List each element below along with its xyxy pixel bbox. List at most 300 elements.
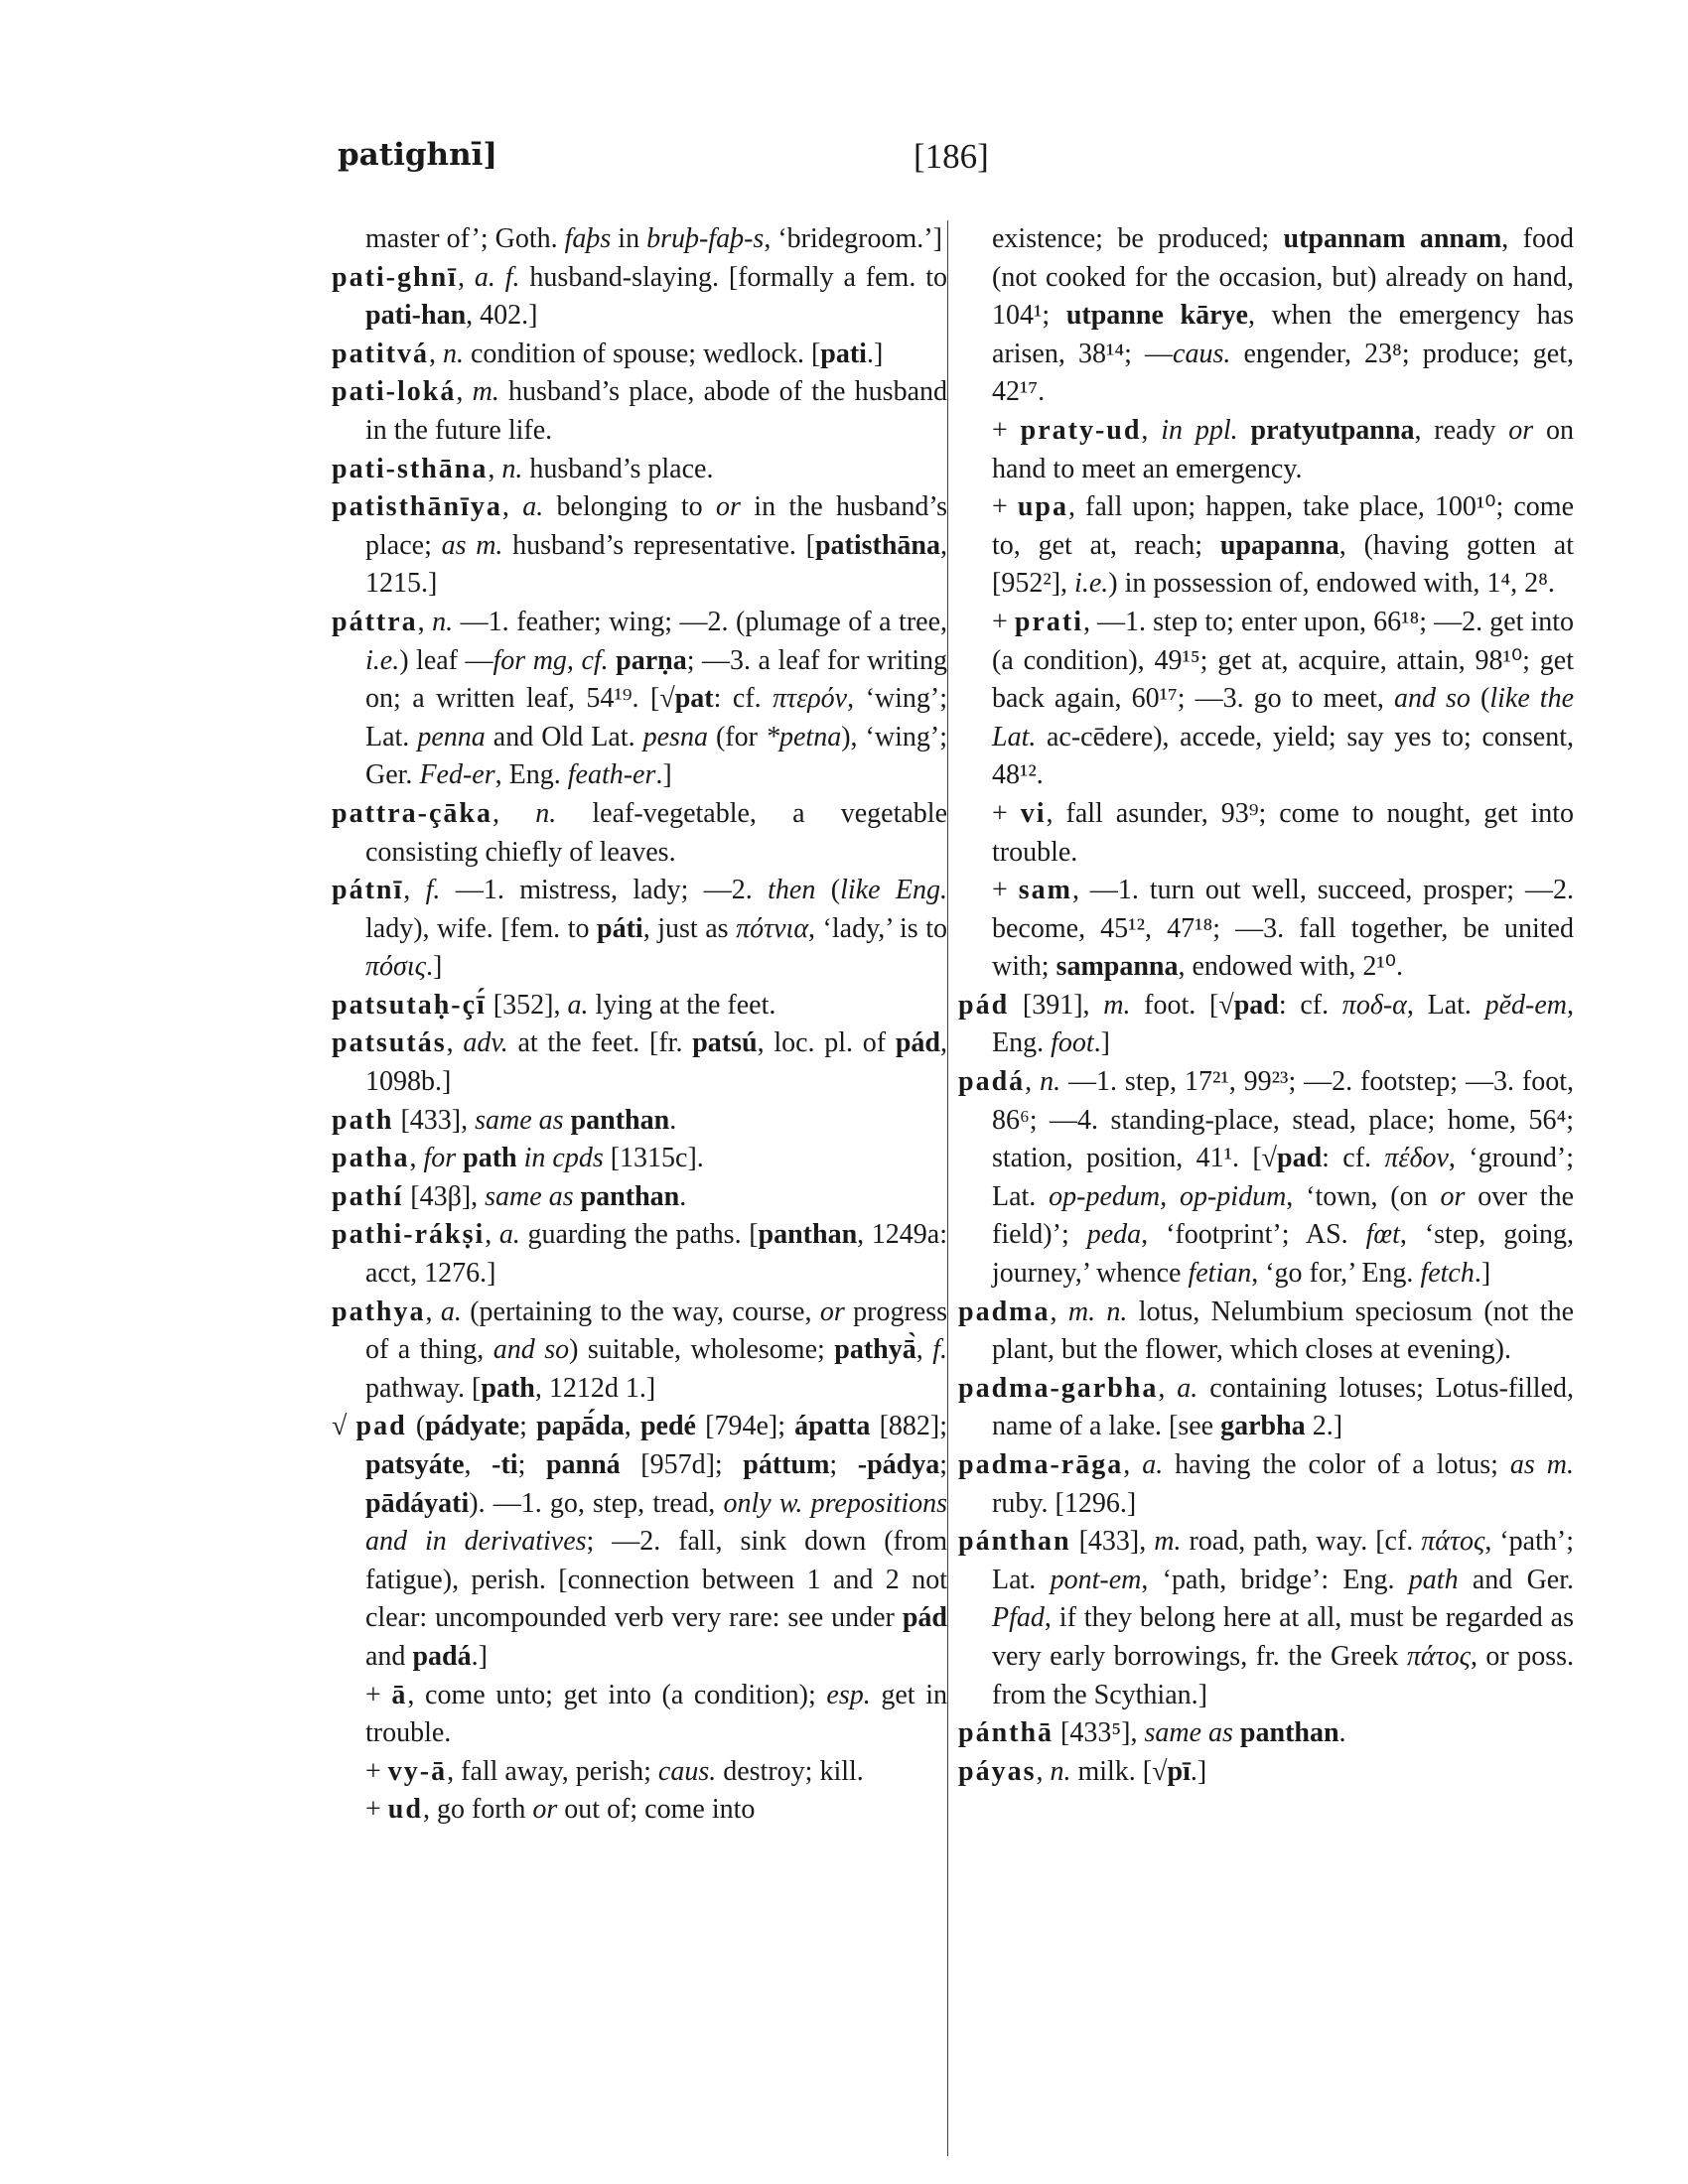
entry-text: , just as (642, 912, 737, 944)
entry-text: [433], (1070, 1526, 1155, 1558)
entry-text: (pertaining to the way, course, (461, 1296, 820, 1327)
entry-text: ( (815, 875, 841, 906)
entry-text: , (492, 797, 536, 829)
entry-continuation (958, 220, 1574, 412)
entry-text: f. (425, 875, 441, 906)
entry-text: out of; come into (557, 1794, 756, 1826)
entry-text: m. (472, 376, 499, 408)
dictionary-entry (332, 336, 947, 374)
entry-text: , (457, 261, 475, 293)
entry-text: m. (1154, 1526, 1182, 1558)
entry-text: ) leaf — (399, 644, 493, 676)
entry-text: i.e. (1074, 568, 1109, 600)
entry-text: condition of spouse; wedlock. [ (464, 338, 821, 369)
entry-text: ( (406, 1411, 426, 1442)
dictionary-entry (332, 1140, 947, 1178)
entry-text: a. (1142, 1449, 1164, 1480)
entry-text: . (669, 1104, 677, 1136)
entry-text: , ready (1414, 414, 1509, 446)
entry-text: . (1338, 1717, 1346, 1749)
dictionary-entry (332, 604, 947, 795)
entry-text: fetian (1188, 1258, 1252, 1290)
entry-headword: pathya (332, 1296, 426, 1327)
entry-text: ; —2. fall, sink down (from fatigue), perish. [connection between 1 and 2 not clear: uncompounded verb very rare: see under (365, 1526, 947, 1634)
dictionary-entry (332, 1216, 947, 1293)
entry-text: , (1050, 1296, 1068, 1327)
entry-text: pad (1233, 989, 1279, 1021)
entry-text: a. (1177, 1372, 1198, 1404)
entry-text: .] (655, 759, 672, 791)
entry-text: , (456, 376, 473, 408)
entry-text: ruby. [1296.] (992, 1487, 1137, 1519)
entry-text: milk. [√ (1070, 1755, 1168, 1787)
entry-text: [43β], (403, 1180, 486, 1212)
entry-text: : cf. (1278, 989, 1342, 1021)
entry-text: panná (545, 1449, 621, 1480)
entry-text: patsú (692, 1027, 758, 1059)
page-number: [186] (914, 137, 989, 176)
entry-text: , fall away, perish; (447, 1755, 658, 1787)
entry-text: road, path, way. [cf. (1181, 1526, 1422, 1558)
entry-text: [391], (1009, 989, 1104, 1021)
entry-text: like Eng. (840, 875, 947, 906)
entry-headword: pád (958, 989, 1010, 1021)
entry-text: having the color of a lotus; (1163, 1449, 1510, 1480)
entry-text: , ‘ground’; Lat. (992, 1143, 1574, 1212)
dictionary-entry (332, 1408, 947, 1676)
entry-text: , (464, 1449, 492, 1480)
entry-headword: pati-sthāna (332, 453, 489, 484)
entry-text: , 1212d 1.] (534, 1372, 656, 1404)
entry-headword: pánthā (958, 1717, 1055, 1749)
entry-text: a. (522, 491, 544, 523)
entry-text (517, 1143, 524, 1173)
entry-headword: páttra (332, 606, 418, 637)
entry-text: for (423, 1143, 457, 1174)
entry-text: progress of a thing, (365, 1296, 948, 1366)
entry-text: + (992, 797, 1021, 829)
entry-text: , (488, 453, 502, 484)
entry-text: pad (1277, 1143, 1323, 1174)
entry-text: lady), wife. [fem. to (365, 912, 598, 944)
entry-text: pathway. [ (365, 1372, 482, 1404)
entry-text (1233, 1717, 1240, 1748)
entry-text: in the husband’s place; (365, 491, 947, 561)
entry-text: , ‘path, bridge’: Eng. (1141, 1564, 1409, 1595)
entry-text: a. (440, 1296, 462, 1327)
dictionary-entry (332, 872, 947, 987)
entry-text: , ‘town, (on (1286, 1180, 1441, 1212)
entry-text: panthan (758, 1219, 858, 1251)
dictionary-entry (958, 987, 1574, 1063)
entry-text: , (624, 1411, 640, 1442)
entry-text: .] (866, 338, 884, 369)
entry-text: , 1215.] (365, 529, 947, 600)
entry-text (564, 1105, 571, 1136)
entry-text: , (1036, 1755, 1051, 1787)
entry-headword: padá (958, 1066, 1026, 1098)
dictionary-entry (332, 451, 947, 489)
entry-text: n. (1040, 1066, 1061, 1098)
entry-text: , Eng. (992, 989, 1575, 1059)
entry-text: .] (425, 951, 443, 983)
entry-headword: upa (1017, 491, 1068, 523)
entry-text: and Old Lat. (485, 721, 643, 752)
entry-text: páti (597, 912, 643, 944)
entry-text: -pádya (857, 1449, 940, 1480)
entry-text: ). —1. go, step, tread, (469, 1487, 724, 1519)
entry-headword: vy-ā (387, 1755, 448, 1787)
entry-headword: patha (332, 1143, 410, 1174)
entry-text: containing lotuses; Lotus-filled, name of a lake. [see (992, 1372, 1574, 1442)
entry-text: , (1141, 414, 1162, 446)
entry-text: and so (1393, 683, 1471, 715)
entry-text: or (1508, 414, 1534, 446)
sub-entry (958, 412, 1574, 488)
entry-text: , ‘footprint’; AS. (1141, 1219, 1366, 1251)
entry-text: and so (492, 1334, 570, 1366)
entry-text: ) in possession of, endowed with, 1⁴, 2⁸. (1108, 568, 1555, 600)
entry-text: ; (829, 1449, 858, 1480)
entry-text: , 402.] (466, 300, 538, 332)
entry-text: [882]; (870, 1411, 947, 1442)
entry-text: engender, 23⁸; produce; get, 42¹⁷. (992, 338, 1574, 408)
entry-text: leaf-vegetable, a vegetable consisting chiefly of leaves. (365, 797, 948, 868)
entry-text: . (679, 1180, 687, 1212)
entry-text: [957d]; (620, 1449, 744, 1480)
entry-text: foot (1051, 1027, 1094, 1059)
entry-text: bruþ-faþ-s (646, 223, 765, 254)
entry-text: ; (517, 1449, 546, 1480)
entry-text: ; (519, 1411, 537, 1442)
entry-text: πάτος (1421, 1526, 1485, 1558)
entry-text: patisthāna (814, 529, 940, 561)
entry-text: i.e. (365, 644, 400, 676)
entry-text: , (485, 1219, 499, 1251)
dictionary-entry (332, 1024, 947, 1101)
entry-text: ), ‘wing’; Ger. (365, 721, 947, 791)
entry-text: like the Lat. (992, 683, 1575, 752)
entry-text: , (429, 338, 443, 369)
entry-text (574, 1181, 581, 1212)
entry-text: pesna (642, 721, 708, 752)
sub-entry (958, 604, 1574, 795)
entry-text: πάτος (1406, 1640, 1471, 1672)
entry-text: lying at the feet. (588, 989, 776, 1021)
dictionary-entry (332, 987, 947, 1025)
entry-text: same as (485, 1180, 574, 1212)
entry-text: op-pedum, op-pidum (1049, 1180, 1287, 1212)
dictionary-entry (958, 1063, 1574, 1294)
entry-text: ; (939, 1449, 948, 1480)
entry-text: as m. (441, 529, 503, 561)
dictionary-entry (332, 1294, 947, 1409)
entry-text: husband-slaying. [formally a fem. to (519, 261, 948, 293)
dictionary-entry (332, 373, 947, 450)
entry-text: pĕd-em (1484, 989, 1568, 1021)
entry-text: n. (501, 453, 523, 484)
entry-text: + (365, 1755, 388, 1787)
entry-text: , food (not cooked for the occasion, but) already on hand, 104¹; (992, 223, 1575, 332)
entry-text: m. n. (1067, 1296, 1128, 1327)
entry-text: same as (1144, 1717, 1233, 1749)
entry-text: in ppl. (1161, 414, 1238, 446)
entry-text: pathyā̀ (834, 1334, 916, 1366)
entry-text: [794e]; (695, 1411, 795, 1442)
dictionary-entry (958, 1446, 1574, 1523)
entry-text: , (having gotten at [952²], (992, 529, 1574, 600)
entry-text: πόσις (365, 951, 426, 983)
entry-text: : cf. (1322, 1143, 1385, 1174)
entry-text: pád (895, 1027, 941, 1059)
entry-text: ( (1470, 683, 1490, 715)
sub-entry (332, 1677, 947, 1753)
entry-text: 2.] (1305, 1411, 1343, 1442)
entry-text: + (992, 875, 1019, 906)
entry-text: + (365, 1794, 388, 1826)
entry-text: path (1408, 1564, 1459, 1595)
entry-text: , (1123, 1449, 1143, 1480)
entry-text: at the feet. [fr. (507, 1027, 693, 1059)
entry-text: , ‘wing’; Lat. (365, 683, 948, 752)
entry-text: , —1. turn out well, succeed, prosper; —2. become, 45¹², 47¹⁸; —3. fall together, be united with; (992, 875, 1574, 983)
entry-text: , (915, 1334, 933, 1366)
entry-text: patsyáte (365, 1449, 465, 1480)
dictionary-entry (958, 1294, 1574, 1370)
entry-headword: patsutaḥ-çī́ (332, 989, 487, 1021)
entry-headword: pad (355, 1411, 407, 1442)
entry-text: , (417, 606, 433, 637)
entry-text: in cpds (523, 1143, 604, 1174)
entry-text: , Eng. (494, 759, 568, 791)
entry-text: Fed-er (419, 759, 495, 791)
entry-text: , fall upon; happen, take place, 100¹⁰; come to, get at, reach; (992, 491, 1574, 561)
dictionary-entry (332, 795, 947, 872)
entry-text: : cf. (713, 683, 774, 715)
entry-text: ; —3. a leaf for writing on; a written leaf, 54¹⁹. [√ (365, 644, 947, 715)
entry-text: parṇa (616, 644, 687, 676)
entry-text: —1. step, 17²¹, 99²³; —2. footstep; —3. foot, 86⁶; —4. standing-place, stead, place; home, 56⁴; station, position, 41¹. [√ (992, 1066, 1574, 1174)
entry-text: only w. prepositions and in derivatives (365, 1487, 947, 1558)
entry-text: , (403, 875, 426, 906)
entry-headword: sam (1018, 875, 1072, 906)
entry-text: panthan (570, 1104, 670, 1136)
entry-text: fetch (1420, 1258, 1475, 1290)
entry-text: panthan (580, 1180, 680, 1212)
sub-entry (958, 795, 1574, 872)
entry-text: belonging to (543, 491, 717, 523)
entry-text: path (481, 1372, 535, 1404)
dictionary-entry (958, 1714, 1574, 1753)
page-header (338, 137, 1628, 197)
entry-text: páttum (743, 1449, 830, 1480)
entry-text: foot. [√ (1130, 989, 1234, 1021)
right-column (958, 220, 1574, 1791)
entry-text: and Ger. (1458, 1564, 1575, 1595)
entry-text: and (365, 1640, 413, 1672)
entry-text: ápatta (794, 1411, 871, 1442)
entry-text: panthan (1239, 1717, 1339, 1749)
entry-text: [433], (393, 1104, 476, 1136)
entry-text: , (446, 1027, 464, 1059)
entry-text: utpanne kārye (1065, 300, 1248, 332)
entry-text: πτερόν (773, 683, 848, 715)
entry-text: or (532, 1794, 558, 1826)
entry-text: pádyate (425, 1411, 520, 1442)
entry-text: , Lat. (1406, 989, 1485, 1021)
sub-entry (958, 872, 1574, 987)
entry-text: √ (332, 1411, 356, 1442)
entry-headword: vi (1020, 797, 1047, 829)
entry-text: f. (932, 1334, 947, 1366)
entry-text: destroy; kill. (716, 1755, 864, 1787)
entry-text: [352], (486, 989, 568, 1021)
entry-text: [1315c]. (603, 1143, 704, 1174)
entry-text: over the field)’; (992, 1180, 1575, 1251)
entry-text: pati (820, 338, 867, 369)
entry-text: papā́da (536, 1411, 625, 1442)
entry-headword: pátnī (332, 875, 404, 906)
entry-text: caus. (657, 1755, 717, 1787)
dictionary-entry (332, 488, 947, 604)
entry-text: -ti (492, 1449, 518, 1480)
entry-text: [433⁵], (1054, 1717, 1145, 1749)
entry-text: n. (535, 797, 557, 829)
entry-headword: path (332, 1104, 394, 1136)
entry-text: .] (1474, 1258, 1491, 1290)
entry-text: , ‘lady,’ is to (808, 912, 947, 944)
entry-text: pādáyati (365, 1487, 470, 1519)
entry-text: in (611, 223, 647, 254)
entry-headword: pati-loká (332, 376, 457, 408)
running-headword: patighnī] (338, 137, 498, 173)
entry-text (1238, 415, 1251, 446)
entry-text: ac-cēdere), accede, yield; say yes to; consent, 48¹². (992, 721, 1574, 791)
entry-text: husband’s place, abode of the husband in the future life. (365, 376, 947, 446)
entry-text: , if they belong here at all, must be regarded as very early borrowings, fr. the Greek (992, 1602, 1574, 1672)
entry-text: , fall asunder, 93⁹; come to nought, get into trouble. (992, 797, 1575, 868)
entry-text: a. (567, 989, 589, 1021)
entry-text: utpannam annam (1283, 223, 1502, 254)
entry-text: esp. (826, 1679, 871, 1710)
entry-text: n. (432, 606, 454, 637)
entry-text: pratyutpanna (1250, 414, 1415, 446)
entry-text: , when the emergency has arisen, 38¹⁴; — (992, 300, 1574, 369)
sub-entry (958, 488, 1574, 604)
entry-text: pont-em (1050, 1564, 1142, 1595)
entry-text: pī (1167, 1755, 1191, 1787)
sub-entry (332, 1791, 947, 1830)
entry-text: , (425, 1296, 441, 1327)
entry-headword: pánthan (958, 1526, 1071, 1558)
entry-headword: patitvá (332, 338, 429, 369)
entry-headword: prati (1014, 606, 1083, 637)
entry-text: sampanna (1055, 951, 1179, 983)
dictionary-entry (958, 1523, 1574, 1714)
entry-text: ποδ-α (1341, 989, 1407, 1021)
entry-text: feath-er (567, 759, 656, 791)
sub-entry (332, 1753, 947, 1792)
entry-text: , or poss. from the Scythian.] (992, 1640, 1575, 1710)
entry-text: , (1158, 1372, 1178, 1404)
entry-text: then (768, 875, 816, 906)
entry-text: , go forth (422, 1794, 533, 1826)
entry-text: + (365, 1679, 392, 1710)
entry-text: or (819, 1296, 845, 1327)
entry-text: .] (1093, 1027, 1110, 1059)
entry-headword: padma (958, 1296, 1051, 1327)
entry-text: for mg, cf. (492, 644, 609, 676)
entry-headword: ud (387, 1794, 423, 1826)
entry-headword: pati-ghnī (332, 261, 458, 293)
entry-text: πότνια (736, 912, 809, 944)
entry-text: .] (1190, 1755, 1207, 1787)
entry-text: path (463, 1143, 517, 1174)
entry-text: guarding the paths. [ (519, 1219, 759, 1251)
entry-text: a. f. (474, 261, 520, 293)
entry-headword: praty-ud (1020, 414, 1142, 446)
entry-text: upapanna (1219, 529, 1339, 561)
entry-headword: pattra-çāka (332, 797, 492, 829)
entry-text: get in trouble. (365, 1679, 947, 1749)
entry-text: penna (417, 721, 486, 752)
entry-text: pati-han (365, 300, 467, 332)
entry-text: faþs (564, 223, 612, 254)
entry-headword: ā (391, 1679, 408, 1710)
entry-text: ) suitable, wholesome; (569, 1334, 835, 1366)
entry-text: lotus, Nelumbium speciosum (not the plant, but the flower, which closes at evening). (992, 1296, 1574, 1366)
dictionary-entry (332, 259, 947, 336)
entry-text: master of’; Goth. (365, 223, 565, 254)
entry-text: + (992, 491, 1018, 523)
entry-text: , —1. step to; enter upon, 66¹⁸; —2. get into (a condition), 49¹⁵; get at, acquire, attain, 98¹⁰; get back again, 60¹⁷; —3. go to meet, (992, 606, 1574, 715)
entry-text: (for (707, 721, 766, 752)
entry-text: a. (498, 1219, 520, 1251)
dictionary-entry (332, 1178, 947, 1217)
entry-text: fœt (1365, 1219, 1400, 1251)
dictionary-entry (958, 1370, 1574, 1446)
entry-text: , ‘go for,’ Eng. (1251, 1258, 1421, 1290)
entry-text: n. (1050, 1755, 1071, 1787)
entry-text: , ‘path’; Lat. (992, 1526, 1574, 1595)
entry-text: as m. (1509, 1449, 1574, 1480)
entry-headword: padma-garbha (958, 1372, 1159, 1404)
entry-text: same as (475, 1104, 564, 1136)
entry-text: + (992, 414, 1021, 446)
entry-text: .] (471, 1640, 488, 1672)
entry-text: , loc. pl. of (757, 1027, 896, 1059)
entry-text: , 1098b.] (365, 1027, 948, 1098)
entry-text: garbha (1220, 1411, 1306, 1442)
entry-text: —1. feather; wing; —2. (plumage of a tree, (453, 606, 948, 637)
entry-headword: pathi-rákṣi (332, 1219, 486, 1251)
entry-text: , (409, 1143, 424, 1174)
entry-text: or (1440, 1180, 1466, 1212)
left-column (332, 220, 947, 1830)
dictionary-entry (958, 1753, 1574, 1792)
entry-text: caus. (1173, 338, 1231, 369)
entry-text: , endowed with, 2¹⁰. (1178, 951, 1403, 983)
column-divider (947, 220, 948, 2156)
entry-text: πέδον (1384, 1143, 1449, 1174)
entry-text: + (992, 606, 1015, 637)
entry-text: n. (443, 338, 464, 369)
entry-text: , (1025, 1066, 1041, 1098)
entry-text: pedé (639, 1411, 696, 1442)
entry-text: , come unto; get into (a condition); (407, 1679, 827, 1710)
entry-text: , (501, 491, 523, 523)
entry-text: , ‘bridegroom.’] (764, 223, 942, 254)
